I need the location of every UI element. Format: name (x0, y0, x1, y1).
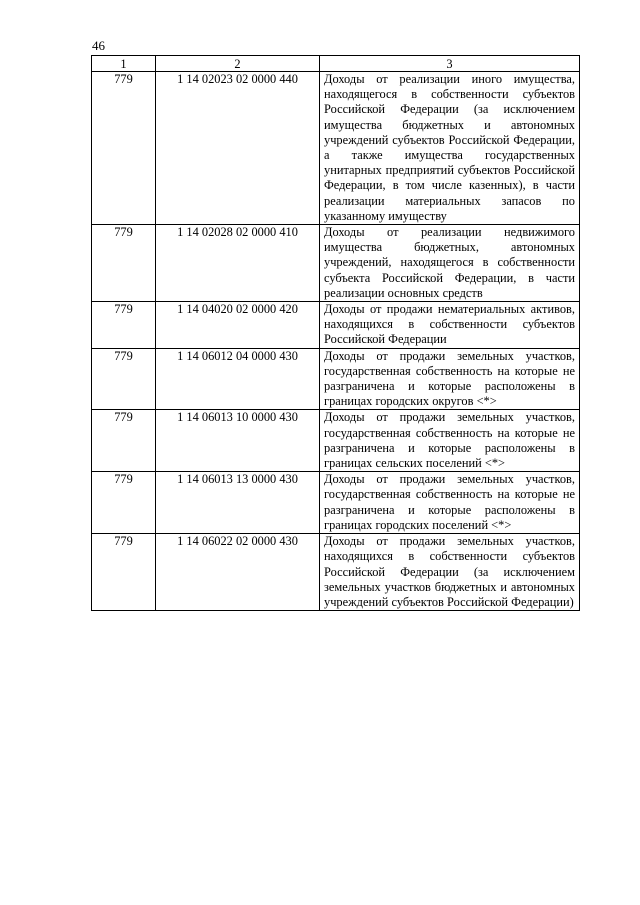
revenue-code-cell: 1 14 04020 02 0000 420 (156, 302, 320, 349)
page-number: 46 (92, 38, 105, 53)
revenue-name-cell: Доходы от продажи земельных участков, находящихся в собственности субъектов Российской Федерации (за исключением земельных участков бюджетных и автономных учреждений субъектов Российской Федерации) (320, 534, 580, 611)
admin-code-cell: 779 (92, 302, 156, 349)
column-header-2: 2 (156, 56, 320, 72)
table-row (92, 534, 580, 611)
table-row (92, 302, 580, 349)
table-row (92, 472, 580, 534)
revenue-name-cell: Доходы от продажи земельных участков, государственная собственность на которые не разграничена и которые расположены в границах сельских поселений <*> (320, 410, 580, 472)
revenue-codes-table (91, 55, 580, 611)
admin-code-cell: 779 (92, 472, 156, 534)
revenue-code-cell: 1 14 06022 02 0000 430 (156, 534, 320, 611)
table-row (92, 225, 580, 302)
table-row (92, 348, 580, 410)
table-row (92, 72, 580, 225)
revenue-name-cell: Доходы от реализации иного имущества, находящегося в собственности субъектов Российской Федерации (за исключением имущества бюджетных и автономных учреждений субъектов Российской Федерации, а также имущества государственных унитарных предприятий субъектов Российской Федерации, в том числе казенных), в части реализации материальных запасов по указанному имуществу (320, 72, 580, 225)
revenue-name-cell: Доходы от продажи нематериальных активов, находящихся в собственности субъектов Российской Федерации (320, 302, 580, 349)
table-header-row (92, 56, 580, 72)
admin-code-cell: 779 (92, 348, 156, 410)
admin-code-cell: 779 (92, 225, 156, 302)
revenue-code-cell: 1 14 06013 13 0000 430 (156, 472, 320, 534)
admin-code-cell: 779 (92, 72, 156, 225)
revenue-name-cell: Доходы от продажи земельных участков, государственная собственность на которые не разграничена и которые расположены в границах городских поселений <*> (320, 472, 580, 534)
column-header-3: 3 (320, 56, 580, 72)
column-header-1: 1 (92, 56, 156, 72)
revenue-code-cell: 1 14 02023 02 0000 440 (156, 72, 320, 225)
revenue-name-cell: Доходы от продажи земельных участков, государственная собственность на которые не разграничена и которые расположены в границах городских округов <*> (320, 348, 580, 410)
table-row (92, 410, 580, 472)
revenue-code-cell: 1 14 06012 04 0000 430 (156, 348, 320, 410)
revenue-code-cell: 1 14 06013 10 0000 430 (156, 410, 320, 472)
admin-code-cell: 779 (92, 410, 156, 472)
revenue-code-cell: 1 14 02028 02 0000 410 (156, 225, 320, 302)
admin-code-cell: 779 (92, 534, 156, 611)
revenue-name-cell: Доходы от реализации недвижимого имущества бюджетных, автономных учреждений, находящегося в собственности субъекта Российской Федерации, в части реализации основных средств (320, 225, 580, 302)
